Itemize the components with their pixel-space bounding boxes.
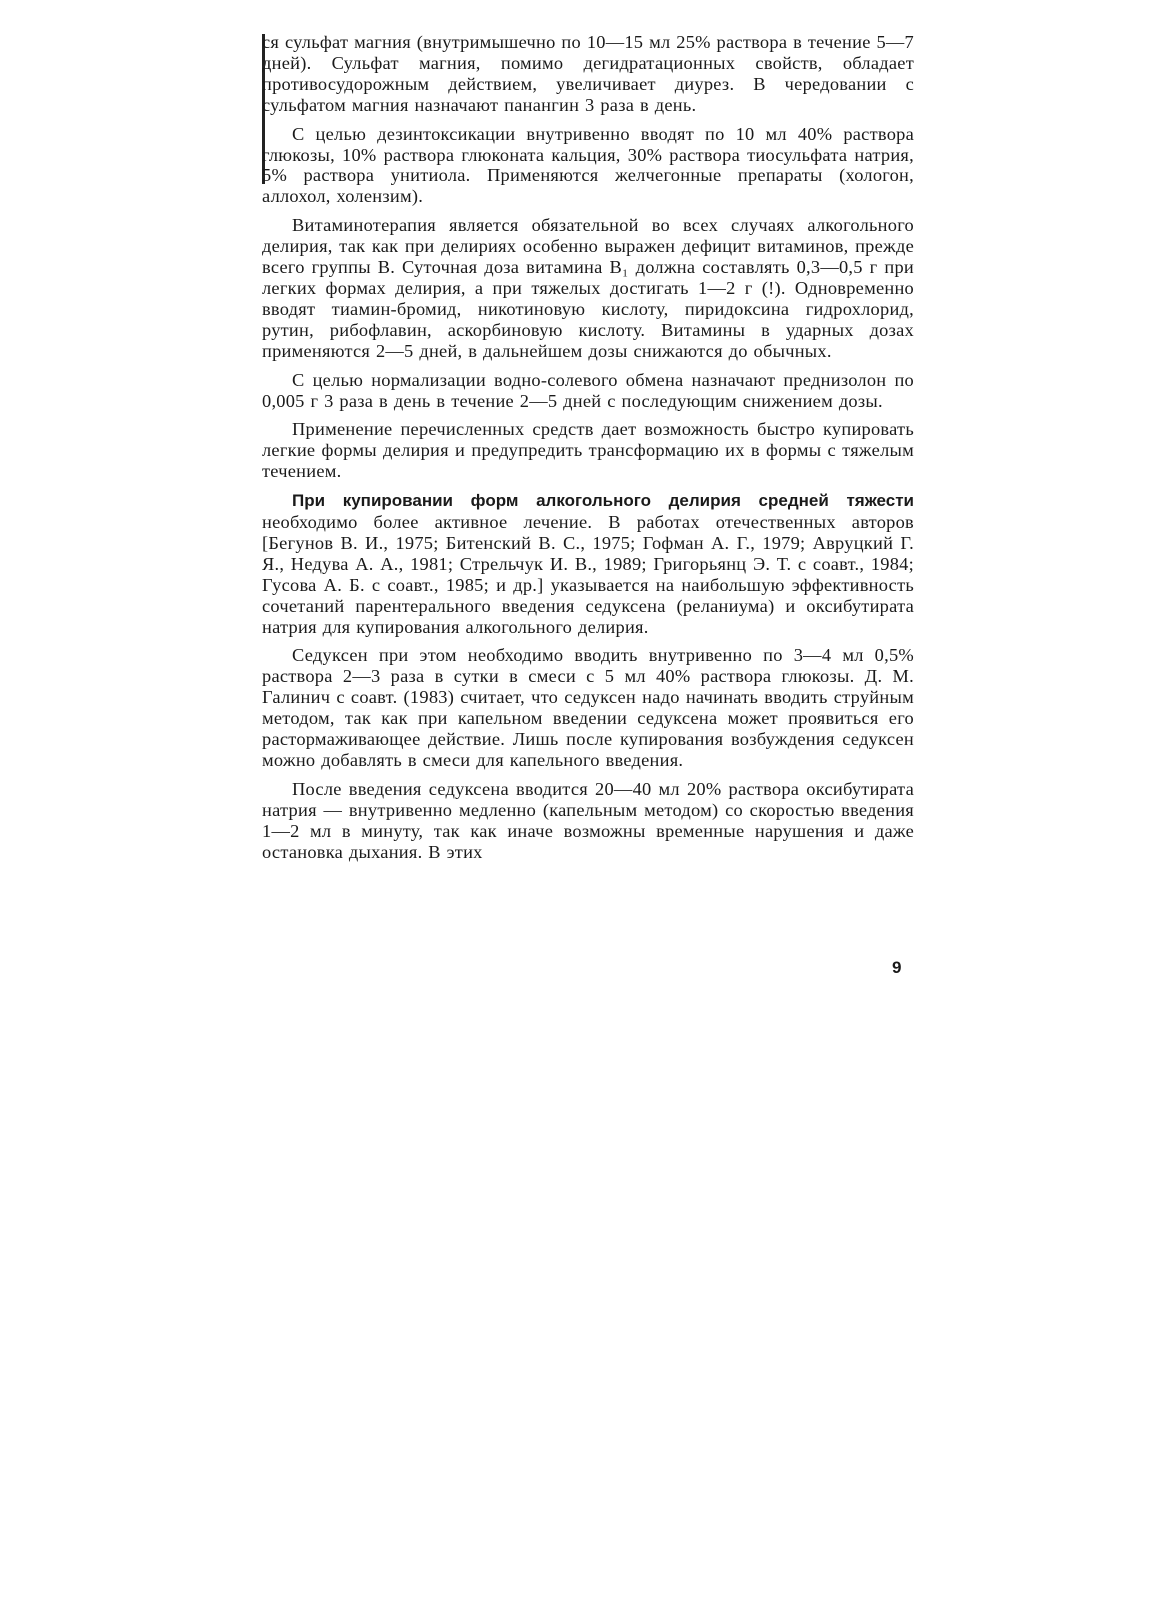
paragraph-seduxen: Седуксен при этом необходимо вводить внутривенно по 3—4 мл 0,5% раствора 2—3 раза в сутки в смеси с 5 мл 40% раствора глюкозы. Д. М. Галинич с соавт. (1983) считает, что седуксен надо начинать вводить струйным методом, так как при капельном введении седуксена может проявиться его растормаживающее действие. Лишь после купирования возбуждения седуксен можно добавлять в смеси для капельного введения. (262, 645, 914, 770)
page-text-block (262, 32, 914, 871)
paragraph-magnesium: ся сульфат магния (внутримышечно по 10—15 мл 25% раствора в течение 5—7 дней). Сульфат магния, помимо дегидратационных свойств, обладает противосудорожным действием, увеличивает диурез. В чередовании с сульфатом магния назначают панангин 3 раза в день. (262, 32, 914, 115)
paragraph-detoxification: С целью дезинтоксикации внутривенно вводят по 10 мл 40% раствора глюкозы, 10% раствора глюконата кальция, 30% раствора тиосульфата натрия, 5% раствора унитиола. Применяются желчегонные препараты (хологон, аллохол, холензим). (262, 123, 914, 207)
bold-lead-in: При купировании форм алкогольного делирия средней тяжести (292, 491, 914, 511)
paragraph-vitamin-therapy: Витаминотерапия является обязательной во всех случаях алкогольного делирия, так как при делириях особенно выражен дефицит витаминов, прежде всего группы В. Суточная доза витамина В₁ должна составлять 0,3—0,5 г при легких формах делирия, а при тяжелых достигать 1—2 г (!). Одновременно вводят тиамин-бромид, никотиновую кислоту, пиридоксина гидрохлорид, рутин, рибофлавин, аскорбиновую кислоту. Витамины в ударных дозах применяются 2—5 дней, в дальнейшем дозы снижаются до обычных. (262, 215, 914, 361)
paragraph-oxybutyrate: После введения седуксена вводится 20—40 мл 20% раствора оксибутирата натрия — внутривенно медленно (капельным методом) со скоростью введения 1—2 мл в минуту, так как иначе возможны временные нарушения и даже остановка дыхания. В этих (262, 778, 914, 862)
paragraph-application: Применение перечисленных средств дает возможность быстро купировать легкие формы делирия и предупредить трансформацию их в формы с тяжелым течением. (262, 419, 914, 482)
paragraph-moderate-forms (262, 490, 914, 637)
page-number: 9 (892, 958, 902, 977)
paragraph-water-salt: С целью нормализации водно-солевого обмена назначают преднизолон по 0,005 г 3 раза в день в течение 2—5 дней с последующим снижением дозы. (262, 369, 914, 411)
paragraph-moderate-forms-text: необходимо более активное лечение. В работах отечественных авторов [Бегунов В. И., 1975; Битенский В. С., 1975; Гофман А. Г., 1979; Авруцкий Г. Я., Недува А. А., 1981; Стрельчук И. В., 1989; Григорьянц Э. Т. с соавт., 1984; Гусова А. Б. с соавт., 1985; и др.] указывается на наибольшую эффективность сочетаний парентерального введения седуксена (реланиума) и оксибутирата натрия для купирования алкогольного делирия. (262, 512, 914, 637)
